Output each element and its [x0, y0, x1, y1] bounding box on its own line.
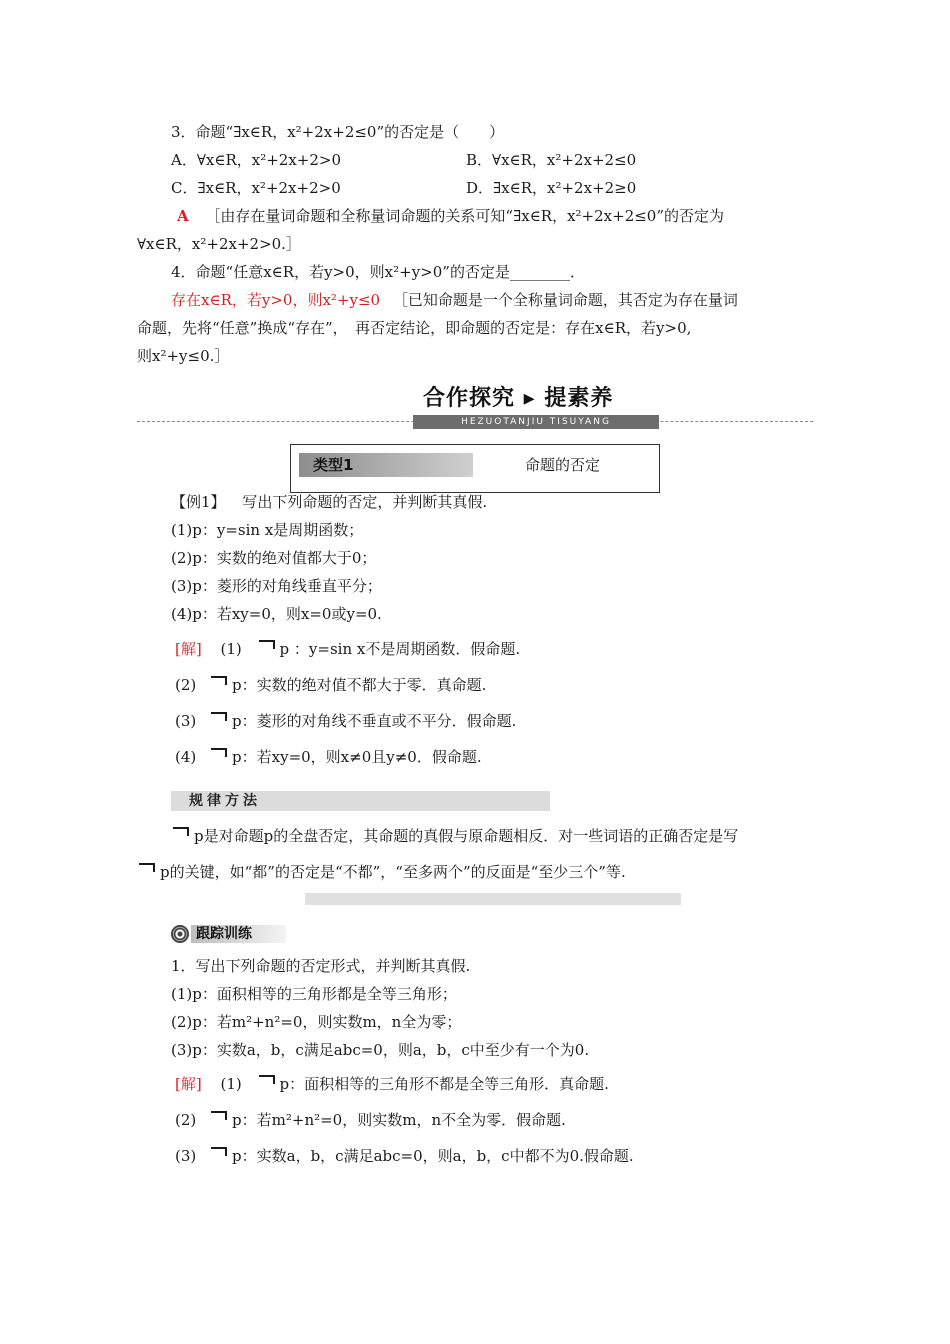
type-tab	[299, 453, 473, 477]
q3-option-b: B．∀x∈R，x²+2x+2≤0	[466, 151, 637, 169]
tracking-solution-2	[175, 1110, 566, 1130]
q4-stem: 4．命题“任意x∈R，若y>0，则x²+y>0”的否定是________．	[171, 263, 585, 281]
rule-header-bar	[171, 791, 550, 811]
negation-icon	[173, 827, 191, 841]
q3-explain: ［由存在量词命题和全称量词命题的关系可知“∃x∈R，x²+2x+2≤0”的否定为	[205, 207, 725, 225]
negation-icon	[139, 863, 157, 877]
negation-icon	[211, 712, 229, 726]
q4-explain-cont: 命题，先将“任意”换成“存在”， 再否定结论，即命题的否定是：存在x∈R，若y>0,	[137, 319, 692, 337]
solution-num: (3)	[175, 1147, 197, 1165]
solution-num: (1)	[220, 640, 242, 658]
solution-text: p ：y=sin x不是周期函数．假命题.	[279, 640, 521, 658]
q3-answer-line	[177, 206, 724, 226]
rule-line-2: p的关键，如“都”的否定是“不都”，“至多两个”的反面是“至少三个”等.	[160, 863, 626, 881]
solution-text: p：面积相等的三角形不都是全等三角形．真命题.	[279, 1075, 609, 1093]
rule-line-1: p是对命题p的全盘否定，其命题的真假与原命题相反．对一些词语的正确否定是写	[194, 827, 739, 845]
solution-text: p：实数的绝对值不都大于零．真命题.	[232, 676, 487, 694]
rule-text-2	[137, 862, 626, 882]
negation-icon	[259, 1075, 277, 1089]
example-solution-1	[175, 639, 520, 659]
tracking-header-bar	[191, 925, 286, 943]
rule-label: 规律方法	[189, 793, 261, 809]
type-name: 命题的否定	[525, 456, 601, 474]
q4-answer-line	[171, 290, 738, 310]
tracking-label: 跟踪训练	[196, 926, 252, 942]
example-solution-3	[175, 711, 516, 731]
tracking-item: (1)p：面积相等的三角形都是全等三角形；	[171, 985, 457, 1003]
example-prompt: 写出下列命题的否定，并判断其真假.	[242, 493, 488, 511]
q3-option-a: A．∀x∈R，x²+2x+2>0	[171, 151, 342, 169]
negation-icon	[211, 1111, 229, 1125]
rule-text-1	[171, 826, 738, 846]
q4-explain: ［已知命题是一个全称量词命题，其否定为存在量词	[392, 291, 738, 309]
solution-text: p：菱形的对角线不垂直或不平分．假命题.	[232, 712, 517, 730]
example-item: (1)p：y=sin x是周期函数；	[171, 521, 364, 539]
tracking-solution-1	[175, 1074, 609, 1094]
solution-text: p：若m²+n²=0，则实数m，n不全为零．假命题.	[232, 1111, 566, 1129]
q4-explain-end: 则x²+y≤0.］	[137, 347, 230, 365]
tracking-prompt: 1．写出下列命题的否定形式，并判断其真假.	[171, 957, 471, 975]
example-tag: 【例1】	[171, 493, 226, 511]
tracking-item: (2)p：若m²+n²=0，则实数m，n全为零；	[171, 1013, 462, 1031]
q3-option-c: C．∃x∈R，x²+2x+2>0	[171, 179, 341, 197]
type-label: 类型1	[313, 456, 354, 474]
negation-icon	[211, 676, 229, 690]
q4-answer: 存在x∈R，若y>0，则x²+y≤0	[171, 291, 381, 309]
solution-num: (1)	[220, 1075, 242, 1093]
example-item: (3)p：菱形的对角线垂直平分；	[171, 577, 382, 595]
example-item: (4)p：若xy=0，则x=0或y=0.	[171, 605, 382, 623]
q3-explain-cont: ∀x∈R，x²+2x+2>0.］	[137, 235, 301, 253]
negation-icon	[211, 1147, 229, 1161]
banner-title: 合作探究 ▸ 提素养	[423, 386, 614, 411]
separator-bar	[305, 893, 681, 905]
q3-stem: 3．命题“∃x∈R，x²+2x+2≤0”的否定是（ ）	[171, 123, 505, 141]
solution-num: (2)	[175, 676, 197, 694]
target-icon	[171, 925, 189, 943]
section-banner	[413, 381, 659, 429]
banner-subtitle: HEZUOTANJIU TISUYANG	[413, 415, 659, 429]
solution-tag: [解]	[175, 1075, 202, 1093]
solution-text: p：实数a，b，c满足abc=0，则a，b，c中都不为0.假命题.	[232, 1147, 634, 1165]
solution-text: p：若xy=0，则x≠0且y≠0．假命题.	[232, 748, 482, 766]
example-solution-2	[175, 675, 486, 695]
example-solution-4	[175, 747, 482, 767]
negation-icon	[211, 748, 229, 762]
solution-num: (3)	[175, 712, 197, 730]
solution-tag: [解]	[175, 640, 202, 658]
type-header-box	[290, 444, 660, 493]
solution-num: (2)	[175, 1111, 197, 1129]
example-item: (2)p：实数的绝对值都大于0；	[171, 549, 377, 567]
tracking-item: (3)p：实数a，b，c满足abc=0，则a，b，c中至少有一个为0.	[171, 1041, 590, 1059]
solution-num: (4)	[175, 748, 197, 766]
q3-option-d: D．∃x∈R，x²+2x+2≥0	[466, 179, 637, 197]
q3-answer: A	[177, 207, 189, 225]
tracking-solution-3	[175, 1146, 634, 1166]
example-header	[171, 492, 487, 512]
negation-icon	[259, 640, 277, 654]
